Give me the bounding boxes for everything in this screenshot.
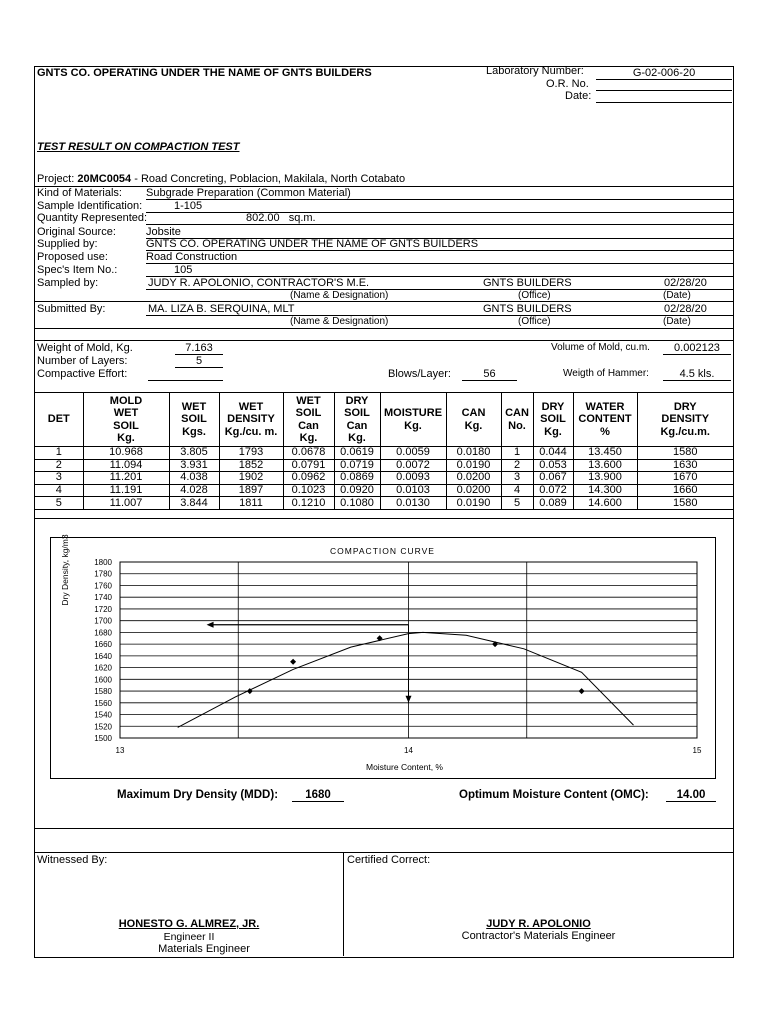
table-cell: 0.0869	[334, 472, 380, 485]
header-line: Kg.	[117, 432, 135, 444]
x-axis-label: Moisture Content, %	[365, 762, 444, 772]
witness-name: HONESTO G. ALMREZ, JR.	[118, 918, 260, 930]
table-cell: 0.0093	[380, 472, 446, 485]
header-line: WET	[296, 394, 321, 407]
quantity-unit: sq.m.	[288, 212, 316, 224]
table-cell: 0.0791	[283, 459, 334, 472]
sampled-office: GNTS BUILDERS	[483, 277, 572, 289]
sampled-name: JUDY R. APOLONIO, CONTRACTOR'S M.E.	[148, 277, 370, 289]
header-line: DRY	[541, 400, 565, 413]
table-cell: 2	[501, 459, 533, 472]
table-cell: 3.805	[169, 447, 219, 460]
header-line: Kg.	[464, 419, 483, 432]
header-line: Kg.	[348, 432, 366, 444]
submitted-date: 02/28/20	[664, 303, 707, 315]
volume-label: Volume of Mold, cu.m.	[551, 342, 650, 353]
table-cell: 1630	[637, 459, 733, 472]
header-line: WET	[238, 400, 264, 413]
spec-label: Spec's Item No.:	[37, 264, 118, 276]
mdd-value: 1680	[292, 789, 344, 802]
header-line: DET	[47, 413, 70, 426]
omc-label: Optimum Moisture Content (OMC):	[459, 789, 649, 801]
certifier-name: JUDY R. APOLONIO	[486, 918, 591, 930]
table-cell: 5	[35, 497, 83, 510]
table-cell: 1	[35, 447, 83, 460]
certifier-title: Contractor's Materials Engineer	[461, 930, 616, 942]
witnessed-label: Witnessed By:	[37, 854, 108, 866]
date-caption: (Date)	[663, 290, 691, 301]
name-caption: (Name & Designation)	[290, 290, 389, 301]
table-cell: 0.1080	[334, 497, 380, 510]
header-line: SOIL	[344, 407, 370, 419]
table-cell: 0.044	[533, 447, 573, 460]
hammer-label: Weigth of Hammer:	[563, 368, 649, 379]
kind-label: Kind of Materials:	[37, 187, 122, 199]
sampled-label: Sampled by:	[37, 277, 99, 289]
header-line: CONTENT	[578, 413, 632, 426]
header-line: SOIL	[540, 413, 566, 426]
volume-value: 0.002123	[663, 342, 731, 355]
sample-id-label: Sample Identification:	[37, 200, 143, 212]
y-tick-label: 1780	[94, 569, 112, 579]
source-label: Original Source:	[37, 226, 116, 238]
proposed-label: Proposed use:	[37, 251, 108, 263]
table-cell: 1660	[637, 484, 733, 497]
chart-title: COMPACTION CURVE	[330, 546, 435, 556]
table-cell: 0.1210	[283, 497, 334, 510]
y-tick-label: 1720	[94, 604, 112, 614]
supplied-label: Supplied by:	[37, 238, 98, 250]
submitted-name: MA. LIZA B. SERQUINA, MLT	[148, 303, 295, 315]
table-cell: 11.007	[83, 497, 169, 510]
header-line: DRY	[673, 400, 697, 413]
header-line: DRY	[345, 394, 369, 407]
table-cell: 0.0180	[446, 447, 501, 460]
header-line: SOIL	[295, 407, 322, 419]
y-tick-label: 1680	[94, 628, 112, 638]
table-cell: 3.931	[169, 459, 219, 472]
mdd-label: Maximum Dry Density (MDD):	[117, 789, 279, 801]
y-tick-label: 1620	[94, 663, 112, 673]
witness-title-1: Engineer II	[163, 931, 215, 943]
header-line: WET	[113, 407, 139, 419]
sample-id-text: 1-105	[174, 200, 203, 212]
table-cell: 13.600	[573, 459, 637, 472]
y-tick-label: 1560	[94, 698, 112, 708]
witness-title-2: Materials Engineer	[158, 943, 250, 955]
header-line: MOISTURE	[383, 407, 443, 419]
spec-text: 105	[174, 264, 193, 276]
header-line: MOLD	[109, 394, 143, 407]
header-line: No.	[508, 419, 526, 432]
table-cell: 13.900	[573, 472, 637, 485]
table-cell: 1793	[219, 447, 283, 460]
table-cell: 0.0072	[380, 459, 446, 472]
y-tick-label: 1740	[94, 593, 112, 603]
table-cell: 14.600	[573, 497, 637, 510]
project-label: Project:	[37, 173, 75, 185]
table-cell: 0.072	[533, 484, 573, 497]
proposed-text: Road Construction	[146, 251, 238, 263]
blows-label: Blows/Layer:	[388, 368, 451, 380]
quantity-label: Quantity Represented:	[37, 212, 148, 224]
table-cell: 3.844	[169, 497, 219, 510]
header-line: CAN	[505, 407, 529, 419]
lab-number: G-02-006-20	[596, 67, 732, 80]
effort-label: Compactive Effort:	[37, 368, 128, 380]
divider	[35, 828, 733, 829]
layers-value: 5	[175, 355, 223, 368]
table-cell: 0.0920	[334, 484, 380, 497]
y-tick-label: 1640	[94, 651, 112, 661]
table-cell: 4	[35, 484, 83, 497]
table-cell: 4.028	[169, 484, 219, 497]
header-line: WET	[181, 400, 207, 413]
table-cell: 4.038	[169, 472, 219, 485]
table-cell: 1580	[637, 497, 733, 510]
header-line: Kg./cu. m.	[224, 425, 278, 438]
header-line: WATER	[585, 400, 625, 413]
y-tick-label: 1700	[94, 616, 112, 626]
quantity-number: 802.00	[246, 212, 280, 224]
y-tick-label: 1520	[94, 722, 112, 732]
office-caption-2: (Office)	[518, 316, 551, 327]
x-tick-label: 15	[692, 746, 702, 755]
or-no-label: O.R. No.	[546, 78, 589, 90]
submitted-label: Submitted By:	[37, 303, 106, 315]
mold-weight-label: Weight of Mold, Kg.	[37, 342, 133, 354]
date-caption-2: (Date)	[663, 316, 691, 327]
header-line: DENSITY	[661, 413, 710, 426]
header-line: CAN	[461, 407, 486, 419]
table-cell: 3	[501, 472, 533, 485]
sampled-date: 02/28/20	[664, 277, 707, 289]
header-line: Kg.	[544, 425, 562, 438]
table-cell: 0.067	[533, 472, 573, 485]
table-cell: 0.053	[533, 459, 573, 472]
table-cell: 0.0130	[380, 497, 446, 510]
project-code: 20MC0054	[77, 173, 132, 185]
header-line: SOIL	[113, 419, 139, 432]
name-caption-2: (Name & Designation)	[290, 316, 389, 327]
y-tick-label: 1500	[94, 734, 112, 743]
table-cell: 0.0103	[380, 484, 446, 497]
certified-label: Certified Correct:	[347, 854, 431, 866]
table-cell: 3	[35, 472, 83, 485]
submitted-office: GNTS BUILDERS	[483, 303, 572, 315]
header-line: Kg./cu.m.	[660, 425, 710, 438]
x-tick-label: 13	[115, 746, 125, 755]
header-line: DENSITY	[227, 413, 275, 426]
table-cell: 14.300	[573, 484, 637, 497]
table-cell: 4	[501, 484, 533, 497]
table-cell: 13.450	[573, 447, 637, 460]
x-tick-label: 14	[404, 746, 413, 755]
y-tick-label: 1660	[94, 640, 112, 650]
office-caption: (Office)	[518, 290, 551, 301]
table-cell: 0.0200	[446, 472, 501, 485]
source-text: Jobsite	[146, 226, 181, 238]
table-cell: 1670	[637, 472, 733, 485]
table-cell: 1852	[219, 459, 283, 472]
y-tick-label: 1800	[94, 558, 112, 567]
header-line: Can	[346, 419, 368, 432]
y-tick-label: 1580	[94, 687, 112, 697]
table-cell: 0.0190	[446, 497, 501, 510]
table-cell: 0.0678	[283, 447, 334, 460]
divider	[35, 852, 733, 853]
blows-value: 56	[462, 368, 517, 381]
layers-label: Number of Layers:	[37, 355, 128, 367]
table-cell: 11.094	[83, 459, 169, 472]
table-cell: 0.0719	[334, 459, 380, 472]
header-line: Kg.	[404, 419, 422, 432]
table-cell: 10.968	[83, 447, 169, 460]
lab-number-label: Laboratory Number:	[486, 65, 584, 77]
table-cell: 0.0190	[446, 459, 501, 472]
table-cell: 1	[501, 447, 533, 460]
omc-value: 14.00	[666, 789, 716, 802]
table-cell: 0.089	[533, 497, 573, 510]
table-cell: 11.201	[83, 472, 169, 485]
table-cell: 11.191	[83, 484, 169, 497]
table-cell: 2	[35, 459, 83, 472]
header-line: %	[600, 425, 610, 438]
table-cell: 0.0619	[334, 447, 380, 460]
table-cell: 5	[501, 497, 533, 510]
table-cell: 1902	[219, 472, 283, 485]
header-line: SOIL	[181, 413, 207, 426]
date-label: Date:	[565, 90, 592, 102]
supplied-text: GNTS CO. OPERATING UNDER THE NAME OF GNTS BUILDERS	[146, 238, 479, 250]
header-line: Can	[298, 419, 319, 432]
table-cell: 0.0200	[446, 484, 501, 497]
y-tick-label: 1540	[94, 710, 112, 720]
table-cell: 1580	[637, 447, 733, 460]
header-line: Kg.	[299, 432, 318, 444]
table-cell: 1811	[219, 497, 283, 510]
y-tick-label: 1600	[94, 675, 112, 685]
mold-weight: 7.163	[175, 342, 223, 355]
table-cell: 0.0962	[283, 472, 334, 485]
y-tick-label: 1760	[94, 581, 112, 591]
table-cell: 0.1023	[283, 484, 334, 497]
form-title: TEST RESULT ON COMPACTION TEST	[37, 141, 240, 153]
project-description: - Road Concreting, Poblacion, Makilala, North Cotabato	[131, 173, 406, 185]
header-line: Kgs.	[182, 425, 206, 438]
hammer-value: 4.5 kls.	[663, 368, 731, 381]
kind-text: Subgrade Preparation (Common Material)	[146, 187, 351, 199]
y-axis-label: Dry Density, kg/m3	[60, 534, 70, 606]
table-cell: 0.0059	[380, 447, 446, 460]
company-name: GNTS CO. OPERATING UNDER THE NAME OF GNTS BUILDERS	[37, 67, 372, 79]
table-cell: 1897	[219, 484, 283, 497]
